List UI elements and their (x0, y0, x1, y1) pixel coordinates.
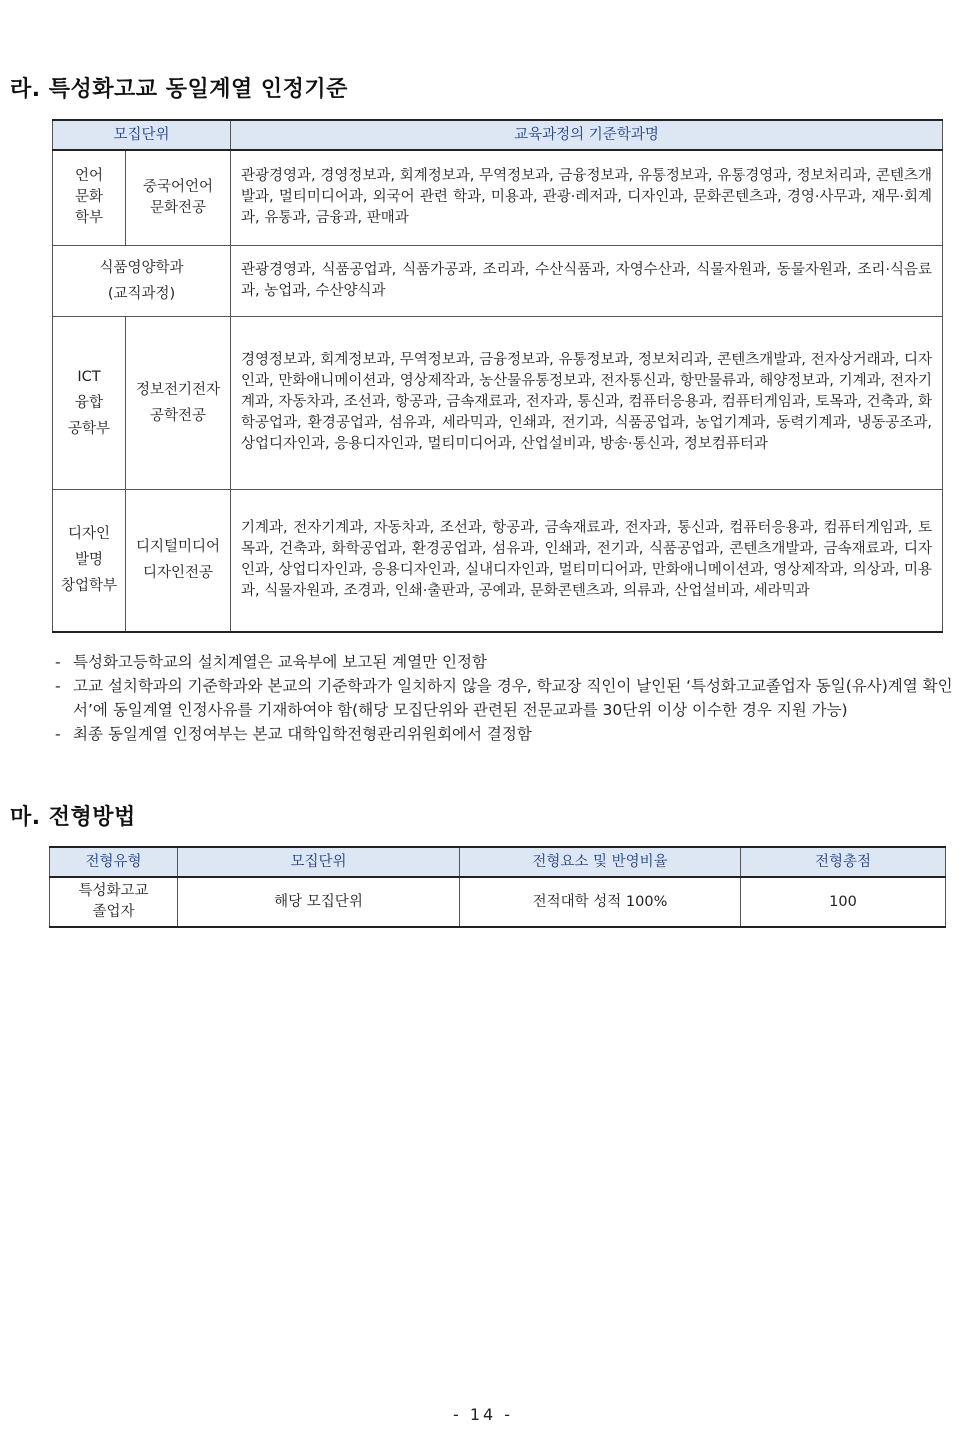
section-title-criteria: 라. 특성화고교 동일계열 인정기준 (10, 77, 348, 102)
header-total: 전형총점 (741, 847, 946, 877)
departments-cell: 경영정보과, 회계정보과, 무역정보과, 금융정보과, 유통정보과, 정보처리과, 콘텐츠개발과, 전자상거래과, 디자인과, 만화애니메이션과, 영상제작과, 농산물유통정보과, 전자통신과, 항만물류과, 해양정보과, 기계과, 전자기계과, 자동차과, 조선과, 항공과, 금속재료과, 전자과, 통신과, 컴퓨터응용과, 컴퓨터게임과, 토목과, 건축과, 화학공업과, 환경공업과, 섬유과, 세라믹과, 인쇄과, 전기과, 식품공업과, 농업기계과, 동력기계과, 냉동공조과, 상업디자인과, 응용디자인과, 멀티미디어과, 산업설비과, 방송·통신과, 정보컴퓨터과 (231, 316, 943, 489)
table-row (53, 150, 943, 245)
major-cell: 디지털미디어 디자인전공 (126, 489, 231, 632)
unit-cell: 해당 모집단위 (178, 877, 460, 927)
header-recruit-unit: 모집단위 (53, 120, 231, 150)
table-row (53, 245, 943, 316)
departments-cell: 관광경영과, 식품공업과, 식품가공과, 조리과, 수산식품과, 자영수산과, 식물자원과, 동물자원과, 조리·식음료과, 농업과, 수산양식과 (231, 245, 943, 316)
table-row (53, 316, 943, 489)
table-row (53, 489, 943, 632)
unit-cell: 식품영양학과 (교직과정) (53, 245, 231, 316)
method-table (49, 846, 946, 928)
table-row (50, 877, 946, 927)
header-type: 전형유형 (50, 847, 178, 877)
division-cell: 언어 문화 학부 (53, 150, 126, 245)
note-item: - 최종 동일계열 인정여부는 본교 대학입학전형관리위원회에서 결정함 (55, 725, 532, 743)
note-text: 고교 설치학과의 기준학과와 본교의 기준학과가 일치하지 않을 경우, 학교장 직인이 날인된 ‘특성화고교졸업자 동일(유사)계열 확인서’에 동일계열 인정사유를 기재하여야 함(해당 모집단위와 관련된 전문교과를 30단위 이상 이수한 경우 지원 가능) (73, 677, 953, 719)
header-standard-departments: 교육과정의 기준학과명 (231, 120, 943, 150)
type-cell: 특성화고교 졸업자 (50, 877, 178, 927)
total-cell: 100 (741, 877, 946, 927)
division-cell: ICT 융합 공학부 (53, 316, 126, 489)
header-elements: 전형요소 및 반영비율 (460, 847, 741, 877)
notes-list (55, 650, 955, 746)
major-cell: 중국어언어 문화전공 (126, 150, 231, 245)
elements-cell: 전적대학 성적 100% (460, 877, 741, 927)
page-number: - 14 - (452, 1405, 514, 1424)
note-text: 특성화고등학교의 설치계열은 교육부에 보고된 계열만 인정함 (73, 653, 487, 671)
method-header-row (50, 847, 946, 877)
departments-cell: 기계과, 전자기계과, 자동차과, 조선과, 항공과, 금속재료과, 전자과, 통신과, 컴퓨터응용과, 컴퓨터게임과, 토목과, 건축과, 화학공업과, 환경공업과, 섬유과, 인쇄과, 전기과, 식품공업과, 콘텐츠개발과, 금속재료과, 디자인과, 상업디자인과, 응용디자인과, 실내디자인과, 멀티미디어과, 만화애니메이션과, 영상제작과, 의상과, 미용과, 식물자원과, 조경과, 인쇄·출판과, 공예과, 문화콘텐츠과, 의류과, 산업설비과, 세라믹과 (231, 489, 943, 632)
header-unit: 모집단위 (178, 847, 460, 877)
note-item: - 특성화고등학교의 설치계열은 교육부에 보고된 계열만 인정함 (55, 653, 487, 671)
note-item: - 고교 설치학과의 기준학과와 본교의 기준학과가 일치하지 않을 경우, 학교장 직인이 날인된 ‘특성화고교졸업자 동일(유사)계열 확인서’에 동일계열 인정사유를 기재하여야 함(해당 모집단위와 관련된 전문교과를 30단위 이상 이수한 경우 지원 가능) (55, 677, 953, 719)
criteria-header-row (53, 120, 943, 150)
major-cell: 정보전기전자 공학전공 (126, 316, 231, 489)
note-text: 최종 동일계열 인정여부는 본교 대학입학전형관리위원회에서 결정함 (73, 725, 532, 743)
section-title-method: 마. 전형방법 (10, 805, 136, 830)
departments-cell: 관광경영과, 경영정보과, 회계정보과, 무역정보과, 금융정보과, 유통정보과, 유통경영과, 정보처리과, 콘텐츠개발과, 멀티미디어과, 외국어 관련 학과, 미용과, 관광·레저과, 디자인과, 문화콘텐츠과, 경영·사무과, 재무·회계과, 유통과, 금융과, 판매과 (231, 150, 943, 245)
division-cell: 디자인 발명 창업학부 (53, 489, 126, 632)
criteria-table (52, 119, 943, 633)
